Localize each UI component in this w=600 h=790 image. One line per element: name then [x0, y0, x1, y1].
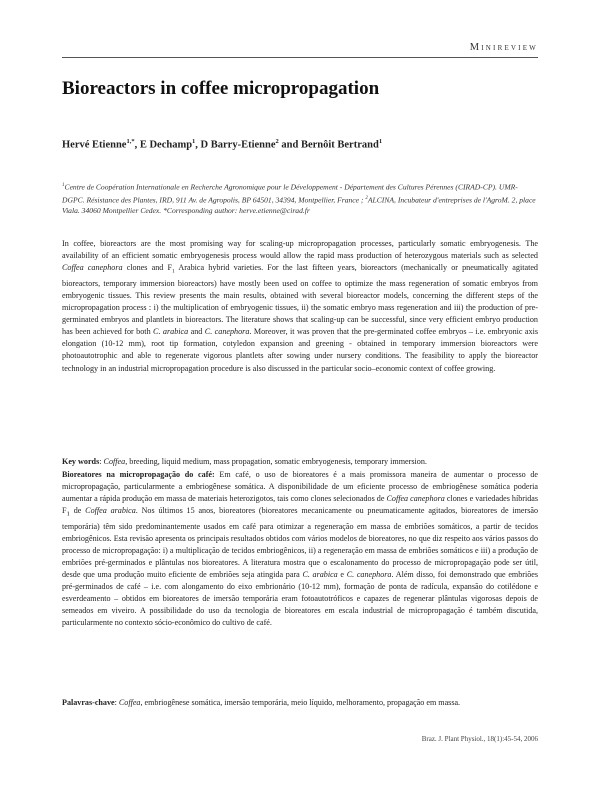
keywords-list: , breeding, liquid medium, mass propagation, somatic embryogenesis, temporary immersion.: [125, 457, 427, 466]
resumo-text: Em café, o uso de bioreatores é a mais promissora maneira de aumentar o processo de micropropagação, particularmente a embriogênese somática. A disponibilidade de um eficiente processo de embriogênese somática poderia aumentar a rápida produção em massa de materiais heterozigotos, tais como clones selecionados de: [62, 470, 538, 504]
resumo-heading: Bioreatores na micropropagação do café:: [62, 470, 215, 479]
header-divider: [62, 57, 538, 58]
affil-mark: 2: [365, 195, 368, 201]
abstract-text: In coffee, bioreactors are the most promising way for scaling-up micropropagation processes, particularly somatic embryogenesis. The availability of an efficient somatic embryogenesis process would allow the rapid mass production of heterozygous materials such as selected: [62, 239, 538, 261]
abstract-portuguese: [62, 469, 538, 629]
abstract-text: . Moreover, it was proven that the pre-germinated coffee embryos – i.e. embryonic axis elongation (10-12 mm), root tip formation, cotyledon expansion and greening - obtained in temporary immersion bioreactors were photoautotrophic and able to regenerate vigorous plantlets after sowing under nursery conditions. The feasibility to apply the bioreactor technology in an industrial micropropagation procedure is also discussed in the particular socio–economic context of coffee growing.: [62, 327, 539, 373]
author-name: E Dechamp: [139, 139, 193, 151]
author-name: Bernôit Bertrand: [300, 139, 379, 151]
palavras-list: , embriogênese somática, imersão temporária, meio líquido, melhoramento, propagação em massa.: [140, 698, 461, 707]
subscript: 1: [66, 510, 70, 518]
species-name: C. arabica: [153, 327, 189, 337]
palavras-chave: [62, 697, 538, 709]
species-name: Coffea canephora: [386, 494, 445, 504]
species-name: Coffea arabica: [85, 506, 136, 516]
resumo-text: e: [337, 569, 347, 579]
abstract-text: Arabica hybrid varieties. For the last fifteen years, bioreactors (mechanically or pneumatically agitated bioreactors, temporary immersion bioreactors) have mostly been used on coffee to optimize the mass regeneration of somatic embryos from embryogenic tissues. This review presents the main results, obtained with several bioreactor models, concerning the different steps of the micropropagation process : i) the multiplication of embryogenic tissues, ii) the somatic embryo mass regeneration and iii) the production of pre-germinated embryos and plantlets in bioreactors. The literature shows that scaling-up can be successful, since very efficient embryo production has been achieved for both: [62, 263, 538, 337]
palavras-sep: :: [114, 698, 119, 707]
author-list: Hervé Etienne$^{1,*}$, E Dechamp$^1$, D Barry-Etienne$^2$ and Bernôit Bertrand$^1$: [62, 138, 383, 151]
resumo-text: . Além disso, foi demonstrado que embriões pré-germinados de café – i.e. com alongamento do eixo embrionário (10-12 mm), formação de ponta de radícula, expansão do cotilédone e esverdeamento – obtidos em bioreatores de imersão temporária eram fotoautotróficos e capazes de regenerar plântulas vigorosas depois de semeados em viveiro. A possibilidade do uso da tecnologia de bioreatores em escala industrial de micropropagação é também discutida, particularmente no contexto sócio-econômico do cultivo de café.: [62, 569, 538, 628]
resumo-text: de: [69, 506, 86, 516]
species-name: Coffea canephora: [62, 263, 123, 273]
keywords-label: Key words: [62, 457, 100, 466]
keyword-italic: Coffea: [103, 457, 126, 466]
author-name: D Barry-Etienne: [200, 139, 276, 151]
species-name: C. canephora: [204, 327, 250, 337]
article-title: Bioreactors in coffee micropropagation: [62, 78, 380, 99]
affil-mark: 1: [62, 183, 65, 188]
author-affil-mark: 1,*: [126, 138, 135, 145]
species-name: C. arabica: [302, 569, 338, 579]
author-name: Hervé Etienne: [62, 139, 127, 151]
abstract-text: and: [188, 327, 205, 337]
author-affil-mark: 1: [192, 138, 196, 145]
abstract-text: clones and F: [122, 263, 172, 273]
palavras-label: Palavras-chave: [62, 698, 115, 707]
resumo-text: clones e variedades híbridas F: [62, 494, 539, 516]
palavras-italic: Coffea: [118, 698, 141, 707]
resumo-text: . Nos últimos 15 anos, bioreatores (bioreatores mecanicamente ou pneumaticamente agitados, bioreatores de imersão temporária) têm sido predominantemente usados em café para otimizar a regeneração em massa de embriões somáticos, a partir de tecidos embriogênicos. Esta revisão apresenta os principais resultados obtidos com vários modelos de bioreatores, no que diz respeito aos vários passos do processo de micropropagação: i) a multiplicação de tecidos embriogênicos, ii) a regeneração em massa de embriões somáticos e iii) a produção de embriões pré-germinados e plântulas nos bioreatores. A literatura mostra que o escalonamento do processo de micropropagação pode ser útil, desde que uma produção muito eficiente de embriões seja atingida para: [62, 506, 538, 579]
author-connector: and: [281, 139, 299, 151]
affiliations: [62, 180, 538, 216]
keywords-sep: :: [99, 457, 104, 466]
affil-text: Centre de Coopération Internationale en Recherche Agronomique pour le Développement - Département des Cultures Pérennes (CIRAD-CP). UMR-DGPC. Résistance des Plantes, IRD, 911 Av. de Agropolis, BP 64501, 34394, Montpellier, France ;: [62, 182, 518, 205]
journal-citation: Braz. J. Plant Physiol., 18(1):45-54, 2006: [421, 735, 538, 743]
author-affil-mark: 2: [275, 138, 279, 145]
affil-text: ALCINA, Incubateur d'entreprises de l'AgroM. 2, place Viala. 34060 Montpellier Cedex. *Corresponding author: herve.etienne@cirad.fr: [62, 195, 536, 216]
keywords: [62, 456, 538, 468]
species-name: C. canephora: [346, 569, 392, 579]
abstract-english: [62, 238, 538, 375]
subscript: 1: [171, 268, 175, 275]
section-label: Minireview: [469, 42, 538, 53]
author-affil-mark: 1: [378, 138, 383, 145]
